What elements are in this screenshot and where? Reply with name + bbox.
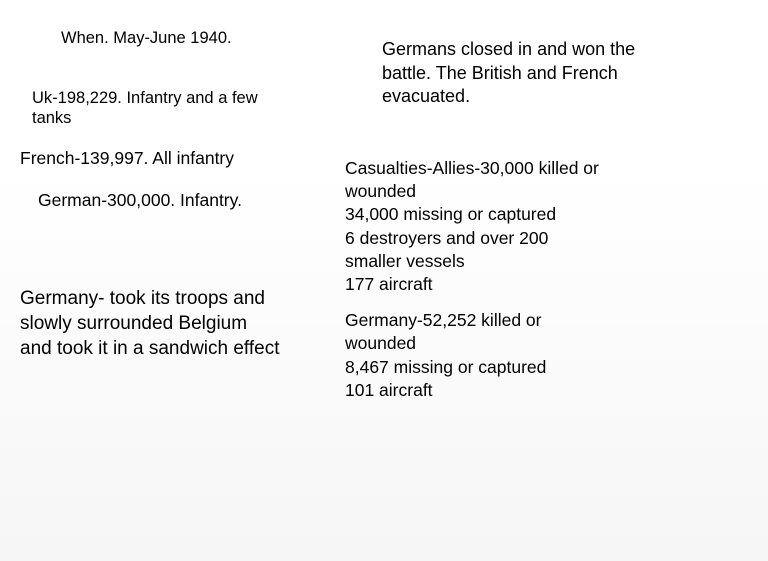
strategy-text-box: [20, 286, 320, 361]
outcome-line: battle. The British and French: [382, 62, 618, 83]
uk-forces-line: tanks: [32, 109, 72, 127]
strategy-line: slowly surrounded Belgium: [20, 313, 248, 334]
allies-casualties-line: Casualties-Allies-30,000 killed or: [345, 158, 599, 178]
when-text: When. May-June 1940.: [61, 29, 232, 47]
germany-casualties-line: 101 aircraft: [345, 379, 433, 400]
uk-forces-line: Uk-198,229. Infantry and a few: [32, 89, 258, 107]
allies-casualties-line: 34,000 missing or captured: [345, 204, 557, 225]
germany-casualties-line: 8,467 missing or captured: [345, 356, 547, 377]
outcome-line: Germans closed in and won the: [382, 39, 636, 59]
strategy-line: and took it in a sandwich effect: [20, 338, 280, 359]
uk-forces-text-box: [32, 88, 302, 128]
germany-casualties-line: Germany-52,252 killed or: [345, 310, 542, 331]
outcome-line: evacuated.: [382, 86, 471, 106]
allies-casualties-line: wounded: [345, 181, 417, 202]
german-forces-text-box: [38, 190, 318, 211]
allies-casualties-line: 177 aircraft: [345, 274, 433, 295]
casualties-text-box: [345, 157, 645, 402]
french-forces-text-box: [20, 148, 320, 169]
allies-casualties-line: 6 destroyers and over 200: [345, 227, 549, 248]
allies-casualties-line: smaller vessels: [345, 250, 465, 271]
strategy-line: Germany- took its troops and: [20, 288, 265, 309]
paragraph-spacer: [345, 296, 645, 309]
french-forces-text: French-139,997. All infantry: [20, 148, 235, 168]
when-text-box: [61, 29, 281, 48]
germany-casualties-line: wounded: [345, 333, 417, 354]
german-forces-text: German-300,000. Infantry.: [38, 190, 242, 210]
outcome-text-box: [382, 38, 672, 109]
